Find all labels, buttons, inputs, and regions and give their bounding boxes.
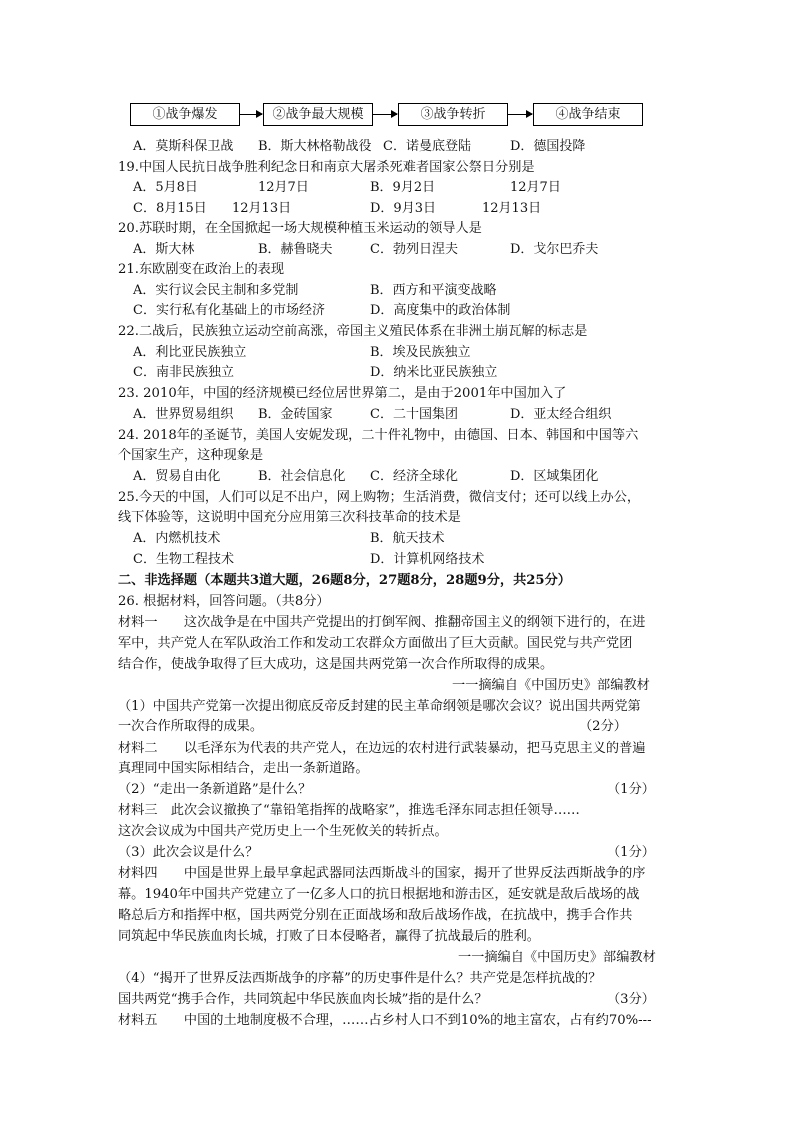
material-4-line1: 材料四 中国是世界上最早拿起武器同法西斯战斗的国家，揭开了世界反法西斯战争的序: [118, 866, 646, 881]
q24-option-d: D．区域集团化: [510, 469, 599, 484]
material-3-line1: 材料三 此次会议撤换了“靠铅笔指挥的战略家”，推选毛泽东同志担任领导……: [118, 803, 580, 818]
q21-option-d: D．高度集中的政治体制: [370, 303, 511, 318]
q21-option-b: B．西方和平演变战略: [370, 283, 497, 298]
q19-option-a-date2: 12月7日: [258, 180, 309, 195]
question-1-line2: 一次合作所取得的成果。: [118, 719, 264, 734]
flow-step-2: ②战争最大规模: [263, 103, 373, 126]
material-4-line4: 同筑起中华民族血肉长城，打败了日本侵略者，赢得了抗战最后的胜利。: [118, 929, 540, 944]
q19-option-d-date2: 12月13日: [482, 201, 542, 216]
q19-option-a: A．5月8日: [133, 180, 198, 195]
q21-option-a: A．实行议会民主制和多党制: [133, 283, 299, 298]
flow-arrow-icon: [508, 114, 532, 115]
material-2-line2: 真理同中国实际相结合，走出一条新道路。: [118, 761, 369, 776]
q24-stem-line2: 个国家生产，这种现象是: [118, 448, 264, 463]
q23-stem: 23. 2010年，中国的经济规模已经位居世界第二，是由于2001年中国加入了: [118, 386, 567, 401]
section-heading: 二、非选择题（本题共3道大题，26题8分，27题8分，28题9分，共25分）: [118, 573, 571, 588]
q25-option-c: C．生物工程技术: [133, 552, 234, 567]
q25-option-a: A．内燃机技术: [133, 531, 221, 546]
q18-option-c: C．诺曼底登陆: [383, 139, 471, 154]
flow-arrow-icon: [373, 114, 397, 115]
question-3-score: （1分）: [607, 845, 655, 860]
question-2: （2）“走出一条新道路”是什么？: [118, 782, 312, 797]
question-1-score: （2分）: [579, 719, 627, 734]
question-4-line1: （4）“揭开了世界反法西斯战争的序幕”的历史事件是什么？共产党是怎样抗战的？: [118, 971, 602, 986]
q23-option-a: A．世界贸易组织: [133, 407, 234, 422]
q22-option-a: A．利比亚民族独立: [133, 345, 247, 360]
q22-option-b: B．埃及民族独立: [370, 345, 471, 360]
q23-option-d: D．亚太经合组织: [510, 407, 612, 422]
q20-stem: 20.苏联时期，在全国掀起一场大规模种植玉米运动的领导人是: [118, 221, 482, 236]
q19-option-b-date2: 12月7日: [510, 180, 561, 195]
q19-stem: 19.中国人民抗日战争胜利纪念日和南京大屠杀死难者国家公祭日分别是: [118, 160, 535, 175]
q25-option-d: D．计算机网络技术: [370, 552, 485, 567]
q20-option-b: B．赫鲁晓夫: [258, 242, 333, 257]
material-5-line1: 材料五 中国的土地制度极不合理，……占乡村人口不到10%的地主富农，占有约70%---: [118, 1013, 652, 1028]
q21-option-c: C．实行私有化基础上的市场经济: [133, 303, 325, 318]
q25-option-b: B．航天技术: [370, 531, 445, 546]
q19-option-c-date2: 12月13日: [232, 201, 292, 216]
q20-option-c: C．勃列日涅夫: [370, 242, 458, 257]
q26-stem: 26. 根据材料，回答问题。（共8分）: [118, 594, 330, 609]
q24-option-a: A．贸易自由化: [133, 469, 221, 484]
material-1-line2: 军中，共产党人在军队政治工作和发动工农群众方面做出了巨大贡献。国民党与共产党团: [118, 636, 633, 651]
q22-stem: 22.二战后，民族独立运动空前高涨，帝国主义殖民体系在非洲土崩瓦解的标志是: [118, 324, 588, 339]
flow-step-4: ④战争结束: [533, 103, 643, 126]
material-4-line2: 幕。1940年中国共产党建立了一亿多人口的抗日根据地和游击区，延安就是敌后战场的战: [118, 887, 640, 902]
q22-option-c: C．南非民族独立: [133, 365, 234, 380]
material-1-source: 一一摘编自《中国历史》部编教材: [452, 678, 650, 693]
material-1-line1: 材料一 这次战争是在中国共产党提出的打倒军阀、推翻帝国主义的纲领下进行的，在进: [118, 615, 646, 630]
question-4-score: （3分）: [607, 992, 655, 1007]
material-3-line2: 这次会议成为中国共产党历史上一个生死攸关的转折点。: [118, 824, 448, 839]
q25-stem-line1: 25.今天的中国，人们可以足不出户，网上购物；生活消费，微信支付；还可以线上办公，: [118, 490, 641, 505]
q18-option-d: D．德国投降: [510, 139, 586, 154]
flow-arrow-icon: [240, 114, 262, 115]
q19-option-d: D．9月3日: [370, 201, 436, 216]
question-4-line2: 国共两党“携手合作，共同筑起中华民族血肉长城”指的是什么？: [118, 992, 488, 1007]
q20-option-d: D．戈尔巴乔夫: [510, 242, 599, 257]
q23-option-c: C．二十国集团: [370, 407, 458, 422]
material-4-line3: 略总后方和指挥中枢，国共两党分别在正面战场和敌后战场作战，在抗战中，携手合作共: [118, 908, 633, 923]
q18-option-b: B．斯大林格勒战役: [258, 139, 372, 154]
q23-option-b: B．金砖国家: [258, 407, 333, 422]
material-2-line1: 材料二 以毛泽东为代表的共产党人，在边远的农村进行武装暴动，把马克思主义的普遍: [118, 741, 646, 756]
q24-stem-line1: 24. 2018年的圣诞节，美国人安妮发现，二十件礼物中，由德国、日本、韩国和中国等六: [118, 428, 639, 443]
material-4-source: 一一摘编自《中国历史》部编教材: [458, 950, 656, 965]
q24-option-b: B．社会信息化: [258, 469, 346, 484]
question-3: （3）此次会议是什么？: [118, 845, 259, 860]
q19-option-c: C．8月15日: [133, 201, 207, 216]
question-2-score: （1分）: [607, 782, 655, 797]
material-1-line3: 结合作，使战争取得了巨大成功，这是国共两党第一次合作所取得的成果。: [118, 657, 554, 672]
question-1-line1: （1）中国共产党第一次提出彻底反帝反封建的民主革命纲领是哪次会议？说出国共两党第: [118, 699, 641, 714]
q18-option-a: A．莫斯科保卫战: [133, 139, 234, 154]
flow-step-1: ①战争爆发: [130, 103, 240, 126]
flow-step-3: ③战争转折: [398, 103, 508, 126]
q20-option-a: A．斯大林: [133, 242, 195, 257]
q21-stem: 21.东欧剧变在政治上的表现: [118, 262, 285, 277]
q24-option-c: C．经济全球化: [370, 469, 458, 484]
q22-option-d: D．纳米比亚民族独立: [370, 365, 498, 380]
q25-stem-line2: 线下体验等，这说明中国充分应用第三次科技革命的技术是: [118, 510, 461, 525]
q19-option-b: B．9月2日: [370, 180, 436, 195]
